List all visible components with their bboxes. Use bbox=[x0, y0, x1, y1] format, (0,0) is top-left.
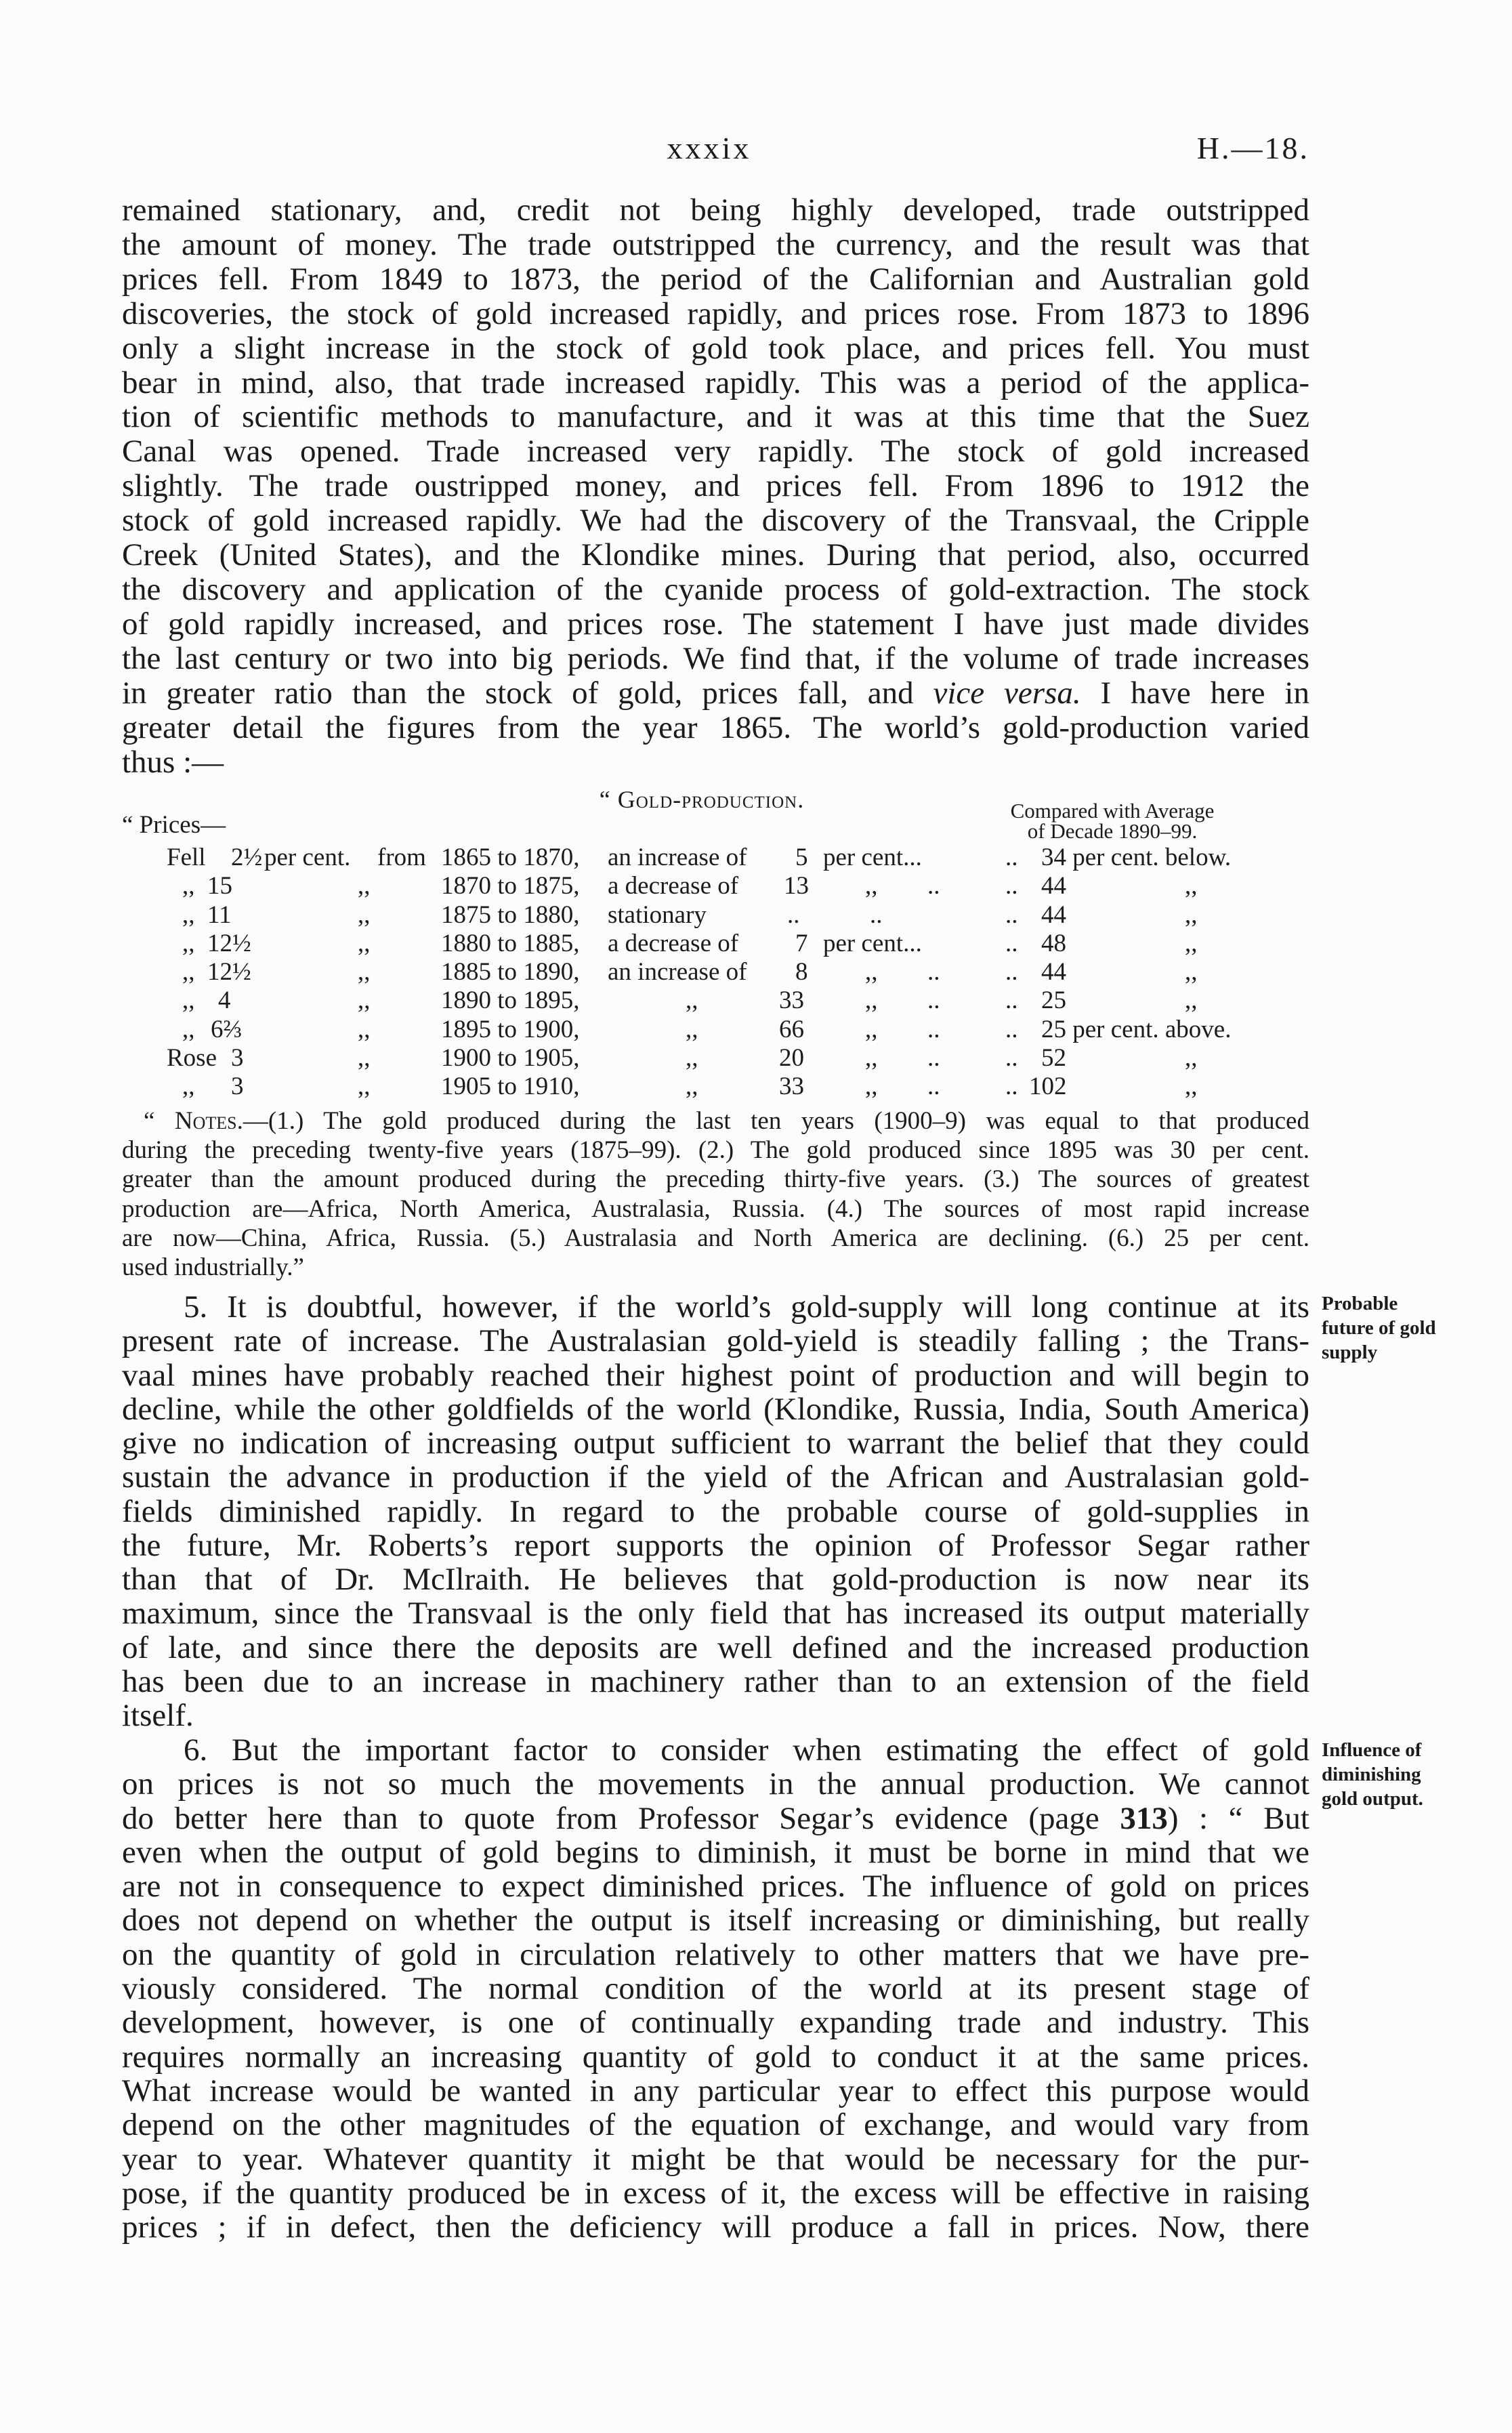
text-line: depend on the other magnitudes of the equation of exchange, and would vary from bbox=[122, 2108, 1309, 2142]
table-row bbox=[0, 901, 1512, 930]
margin-note bbox=[1322, 1291, 1484, 1365]
text-line: are not in consequence to expect diminished prices. The influence of gold on prices bbox=[122, 1869, 1309, 1904]
text-line: development, however, is one of continually expanding trade and industry. This bbox=[122, 2005, 1309, 2040]
text-line: has been due to an increase in machinery rather than to an extension of the field bbox=[122, 1664, 1309, 1699]
table-cell: 11 bbox=[207, 900, 232, 929]
table-cell: ,, bbox=[358, 986, 371, 1015]
table-cell: 12½ bbox=[207, 958, 251, 986]
table-cell: 4 bbox=[218, 986, 231, 1015]
text-segment: .—(1.) The gold produced during the last ten years (1900–9) was equal to that produced bbox=[236, 1107, 1309, 1135]
text-segment: do better here than to quote from Professor Segar’s evidence (page bbox=[122, 1801, 1120, 1835]
table-cell: .. bbox=[927, 1015, 940, 1043]
text-line bbox=[122, 1802, 1309, 1835]
margin-note-line: future of gold bbox=[1322, 1317, 1436, 1339]
table-cell: 1895 to 1900, bbox=[441, 1015, 580, 1043]
table-row bbox=[0, 844, 1512, 872]
text-line: year to year. Whatever quantity it might be that would be necessary for the pur- bbox=[122, 2142, 1309, 2176]
text-line: decline, while the other goldfields of the world (Klondike, Russia, India, South America) bbox=[122, 1392, 1309, 1426]
table-cell: ,, bbox=[1185, 986, 1198, 1015]
table-cell: ,, bbox=[358, 1073, 371, 1100]
table-cell: ,, bbox=[865, 1015, 878, 1043]
table-cell: .. bbox=[927, 1073, 940, 1100]
table-cell: ,, bbox=[865, 986, 878, 1015]
table-cell: .. bbox=[1005, 844, 1018, 871]
prices-column-label: “ Prices— bbox=[122, 811, 226, 839]
table-cell: Fell bbox=[167, 844, 206, 871]
table-cell: 20 bbox=[779, 1043, 804, 1072]
note-line: used industrially.” bbox=[122, 1253, 304, 1282]
text-line: on the quantity of gold in circulation relatively to other matters that we have pre- bbox=[122, 1937, 1309, 1972]
table-cell: stationary bbox=[608, 900, 707, 929]
table-cell: 66 bbox=[779, 1015, 804, 1043]
table-cell: a decrease of bbox=[608, 929, 739, 957]
table-cell: .. bbox=[927, 958, 940, 986]
table-cell: an increase of bbox=[608, 958, 747, 986]
table-cell: 48 bbox=[1041, 929, 1066, 957]
table-cell: ,, bbox=[1185, 1043, 1198, 1072]
table-cell: .. bbox=[927, 1043, 940, 1072]
table-cell: 6⅔ bbox=[211, 1015, 243, 1043]
text-line: than that of Dr. McIlraith. He believes that gold-production is now near its bbox=[122, 1562, 1309, 1597]
text-line: requires normally an increasing quantity of gold to conduct it at the same prices. bbox=[122, 2039, 1309, 2074]
table-cell: ,, bbox=[686, 986, 698, 1015]
table-cell: 1870 to 1875, bbox=[441, 872, 580, 900]
text-line: slightly. The trade oustripped money, and prices fell. From 1896 to 1912 the bbox=[122, 469, 1309, 504]
table-cell: 3 bbox=[231, 1073, 244, 1100]
text-segment: in greater ratio than the stock of gold, prices fall, and bbox=[122, 675, 933, 711]
table-cell: .. bbox=[1005, 1073, 1018, 1100]
text-line: thus :— bbox=[122, 745, 224, 780]
table-cell: 1890 to 1895, bbox=[441, 986, 580, 1015]
table-cell: ,, bbox=[182, 929, 195, 957]
text-line: sustain the advance in production if the yield of the African and Australasian gold- bbox=[122, 1460, 1309, 1495]
text-segment: “ bbox=[144, 1107, 175, 1135]
table-cell: 1880 to 1885, bbox=[441, 929, 580, 957]
table-cell: 5 bbox=[795, 844, 808, 871]
margin-note-line: supply bbox=[1322, 1342, 1378, 1363]
text-line: discoveries, the stock of gold increased rapidly, and prices rose. From 1873 to 1896 bbox=[122, 296, 1309, 331]
text-line: itself. bbox=[122, 1699, 194, 1733]
text-line: Canal was opened. Trade increased very rapidly. The stock of gold increased bbox=[122, 434, 1309, 470]
text-line: even when the output of gold begins to diminish, it must be borne in mind that we bbox=[122, 1835, 1309, 1870]
table-notes bbox=[122, 1106, 1309, 1282]
table-row bbox=[0, 1073, 1512, 1101]
table-row bbox=[0, 930, 1512, 958]
table-cell: ,, bbox=[865, 872, 878, 900]
text-line: vaal mines have probably reached their highest point of production and will begin to bbox=[122, 1358, 1309, 1392]
note-line: during the preceding twenty-five years (1875–99). (2.) The gold produced since 1895 was 30 per cent. bbox=[122, 1136, 1309, 1165]
table-cell: 44 bbox=[1041, 872, 1066, 900]
text-line: on prices is not so much the movements in the annual production. We cannot bbox=[122, 1767, 1309, 1802]
table-cell: 1900 to 1905, bbox=[441, 1043, 580, 1072]
table-cell: 44 bbox=[1041, 958, 1066, 986]
margin-note bbox=[1322, 1738, 1484, 1811]
text-line bbox=[122, 676, 1309, 711]
table-cell: ,, bbox=[358, 900, 371, 929]
table-cell: ,, bbox=[358, 1015, 371, 1043]
text-line: 5. It is doubtful, however, if the world’s gold-supply will long continue at its bbox=[184, 1290, 1309, 1325]
table-cell: 12½ bbox=[207, 929, 251, 957]
table-cell: ,, bbox=[865, 958, 878, 986]
table-cell: per cent... bbox=[823, 929, 922, 957]
text-line: does not depend on whether the output is itself increasing or diminishing, but really bbox=[122, 1903, 1309, 1938]
text-line: the last century or two into big periods. We find that, if the volume of trade increases bbox=[122, 641, 1309, 676]
table-cell: 7 bbox=[795, 929, 808, 957]
table-cell: .. bbox=[1005, 1043, 1018, 1072]
note-line: production are—Africa, North America, Australasia, Russia. (4.) The sources of most rapid increase bbox=[122, 1194, 1309, 1223]
text-line: the discovery and application of the cyanide process of gold-extraction. The stock bbox=[122, 572, 1309, 607]
table-cell: ,, bbox=[182, 1015, 195, 1043]
text-segment: I have here in bbox=[1080, 675, 1309, 711]
table-cell: ,, bbox=[358, 929, 371, 957]
table-cell: .. bbox=[1005, 900, 1018, 929]
table-row bbox=[0, 958, 1512, 986]
text-line: maximum, since the Transvaal is the only field that has increased its output materially bbox=[122, 1596, 1309, 1631]
table-cell: 33 bbox=[779, 1073, 804, 1100]
paragraph-5 bbox=[122, 1290, 1309, 1732]
report-number: H.—18. bbox=[1196, 131, 1309, 165]
table-title: “ Gold-production. bbox=[599, 786, 805, 813]
bold-number: 313 bbox=[1120, 1801, 1168, 1835]
table-cell: 25 bbox=[1041, 986, 1066, 1015]
table-cell: 13 bbox=[784, 872, 809, 900]
note-line: are now—China, Africa, Russia. (5.) Australasia and North America are declining. (6.) 25 per cent. bbox=[122, 1224, 1309, 1252]
table-cell: ,, bbox=[182, 900, 195, 929]
italic-phrase: vice versa. bbox=[933, 675, 1081, 711]
text-line: the amount of money. The trade outstripped the currency, and the result was that bbox=[122, 227, 1309, 262]
margin-note-line: Influence of bbox=[1322, 1739, 1422, 1761]
table-cell: ,, bbox=[686, 1015, 698, 1043]
table-cell: 1905 to 1910, bbox=[441, 1073, 580, 1100]
table-cell: ,, bbox=[1185, 1073, 1198, 1100]
table-row bbox=[0, 986, 1512, 1015]
text-line: What increase would be wanted in any particular year to effect this purpose would bbox=[122, 2073, 1309, 2108]
table-cell: ,, bbox=[865, 1043, 878, 1072]
note-line: greater than the amount produced during the preceding thirty-five years. (3.) The sources of greatest bbox=[122, 1165, 1309, 1194]
table-row bbox=[0, 1016, 1512, 1044]
table-cell: 8 bbox=[795, 958, 808, 986]
table-cell: .. bbox=[1005, 986, 1018, 1015]
text-line: give no indication of increasing output sufficient to warrant the belief that they could bbox=[122, 1426, 1309, 1461]
table-cell: ,, bbox=[182, 872, 195, 900]
table-cell: ,, bbox=[1185, 900, 1198, 929]
text-line: pose, if the quantity produced be in excess of it, the excess will be effective in raising bbox=[122, 2176, 1309, 2211]
text-line: remained stationary, and, credit not being highly developed, trade outstripped bbox=[122, 193, 1309, 228]
table-cell: .. bbox=[1005, 929, 1018, 957]
table-cell: an increase of bbox=[608, 844, 747, 871]
compared-header-line: Compared with Average bbox=[1010, 799, 1215, 823]
table-cell: Rose bbox=[167, 1043, 217, 1072]
table-cell: 25 per cent. above. bbox=[1041, 1015, 1232, 1043]
table-cell: ,, bbox=[865, 1073, 878, 1100]
text-line: only a slight increase in the stock of gold took place, and prices fell. You must bbox=[122, 331, 1309, 366]
text-line: fields diminished rapidly. In regard to the probable course of gold-supplies in bbox=[122, 1494, 1309, 1529]
table-cell: 34 per cent. below. bbox=[1041, 844, 1232, 871]
table-cell: 102 bbox=[1029, 1073, 1067, 1100]
table-cell: 33 bbox=[779, 986, 804, 1015]
table-cell: 3 bbox=[231, 1043, 244, 1072]
table-cell: from bbox=[377, 844, 426, 871]
page-number: xxxix bbox=[667, 131, 752, 165]
table-cell: ,, bbox=[358, 872, 371, 900]
table-cell: ,, bbox=[358, 1043, 371, 1072]
table-cell: .. bbox=[1005, 872, 1018, 900]
table-cell: ,, bbox=[686, 1043, 698, 1072]
table-row bbox=[0, 872, 1512, 900]
table-cell: ,, bbox=[1185, 958, 1198, 986]
text-line: prices ; if in defect, then the deficiency will produce a fall in prices. Now, there bbox=[122, 2210, 1309, 2245]
text-line: Creek (United States), and the Klondike mines. During that period, also, occurred bbox=[122, 538, 1309, 573]
table-cell: .. bbox=[870, 900, 883, 929]
table-cell: ,, bbox=[1185, 929, 1198, 957]
table-cell: .. bbox=[927, 986, 940, 1015]
text-line: viously considered. The normal condition of the world at its present stage of bbox=[122, 1972, 1309, 2006]
text-line: of late, and since there the deposits are well defined and the increased production bbox=[122, 1630, 1309, 1665]
table-cell: 44 bbox=[1041, 900, 1066, 929]
margin-note-line: Probable bbox=[1322, 1293, 1398, 1314]
compared-column-header bbox=[973, 801, 1251, 841]
table-cell: 1865 to 1870, bbox=[441, 844, 580, 871]
table-cell: ,, bbox=[686, 1073, 698, 1100]
text-segment: ) : “ But bbox=[1167, 1801, 1309, 1835]
text-line: bear in mind, also, that trade increased rapidly. This was a period of the applica- bbox=[122, 365, 1309, 400]
table-cell: .. bbox=[1005, 1015, 1018, 1043]
text-line: prices fell. From 1849 to 1873, the period of the Californian and Australian gold bbox=[122, 262, 1309, 297]
text-line: 6. But the important factor to consider when estimating the effect of gold bbox=[184, 1733, 1309, 1768]
note-line bbox=[122, 1106, 1309, 1136]
compared-header-line: of Decade 1890–99. bbox=[1027, 819, 1198, 843]
table-cell: per cent. bbox=[264, 844, 351, 871]
table-cell: .. bbox=[927, 872, 940, 900]
table-cell: ,, bbox=[358, 958, 371, 986]
table-cell: ,, bbox=[182, 958, 195, 986]
table-cell: per cent... bbox=[823, 844, 922, 871]
table-cell: ,, bbox=[182, 986, 195, 1015]
table-cell: a decrease of bbox=[608, 872, 739, 900]
margin-note-line: gold output. bbox=[1322, 1788, 1423, 1810]
table-cell: 1885 to 1890, bbox=[441, 958, 580, 986]
text-line: present rate of increase. The Australasian gold-yield is steadily falling ; the Trans- bbox=[122, 1324, 1309, 1358]
small-caps-word: Notes bbox=[174, 1107, 237, 1135]
text-line: greater detail the figures from the year 1865. The world’s gold-production varied bbox=[122, 710, 1309, 745]
paragraph-continued bbox=[122, 193, 1309, 779]
text-line: tion of scientific methods to manufacture, and it was at this time that the Suez bbox=[122, 400, 1309, 435]
table-cell: .. bbox=[787, 900, 800, 929]
text-line: of gold rapidly increased, and prices rose. The statement I have just made divides bbox=[122, 606, 1309, 642]
table-cell: 52 bbox=[1041, 1043, 1066, 1072]
text-line: the future, Mr. Roberts’s report supports the opinion of Professor Segar rather bbox=[122, 1528, 1309, 1562]
table-cell: 15 bbox=[207, 872, 232, 900]
table-cell: 1875 to 1880, bbox=[441, 900, 580, 929]
table-cell: .. bbox=[1005, 958, 1018, 986]
table-row bbox=[0, 1044, 1512, 1073]
table-cell: 2½ bbox=[231, 844, 263, 871]
table-cell: ,, bbox=[182, 1073, 195, 1100]
text-line: stock of gold increased rapidly. We had the discovery of the Transvaal, the Cripple bbox=[122, 503, 1309, 539]
margin-note-line: diminishing bbox=[1322, 1764, 1421, 1785]
paragraph-6 bbox=[122, 1733, 1309, 2244]
table-cell: ,, bbox=[1185, 872, 1198, 900]
